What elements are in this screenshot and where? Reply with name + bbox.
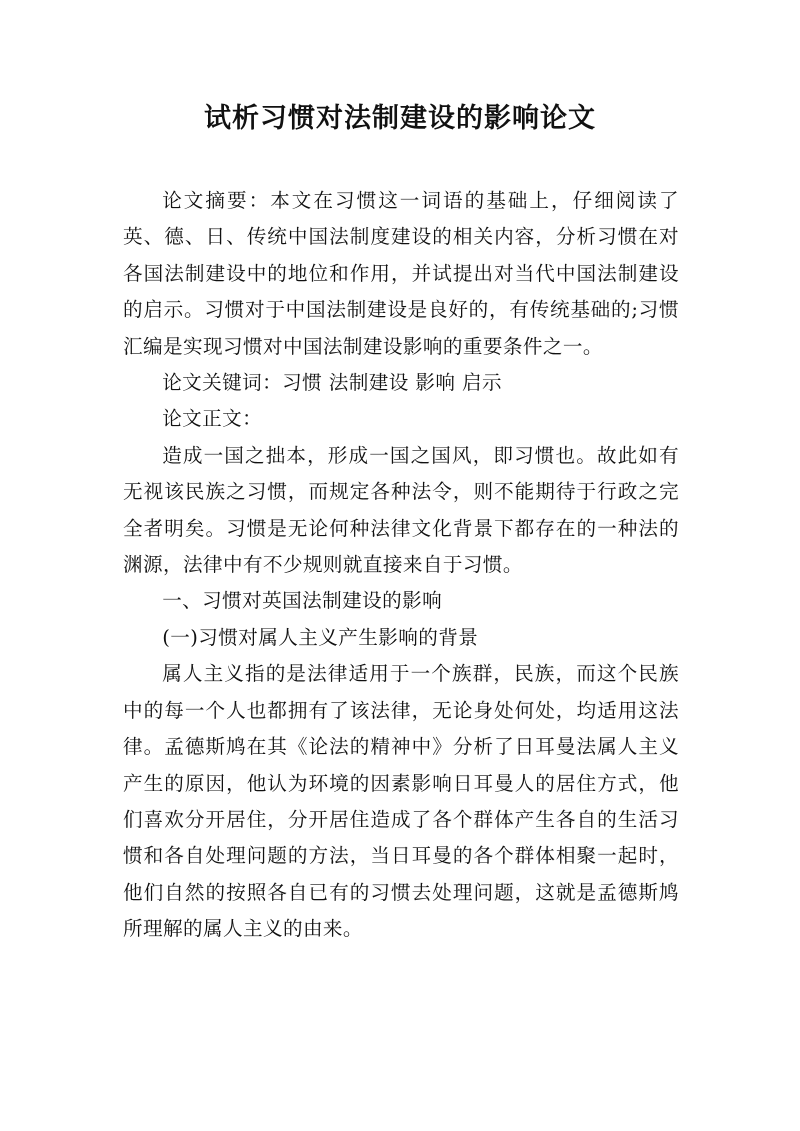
keywords-paragraph: 论文关键词：习惯 法制建设 影响 启示: [162, 371, 502, 395]
section-heading: 一、习惯对英国法制建设的影响: [162, 589, 443, 613]
document-title: 试析习惯对法制建设的影响论文: [204, 103, 596, 134]
subsection-heading: (一)习惯对属人主义产生影响的背景: [162, 625, 479, 649]
document-body: [123, 183, 679, 948]
abstract-paragraph: 论文摘要：本文在习惯这一词语的基础上，仔细阅读了英、德、日、传统中国法制度建设的相关内容，分析习惯在对各国法制建设中的地位和作用，并试提出对当代中国法制建设的启示。习惯对于中国法制建设是良好的，有传统基础的;习惯汇编是实现习惯对中国法制建设影响的重要条件之一。: [123, 189, 679, 358]
body-paragraph: 属人主义指的是法律适用于一个族群，民族，而这个民族中的每一个人也都拥有了该法律，无论身处何处，均适用这法律。孟德斯鸠在其《论法的精神中》分析了日耳曼法属人主义产生的原因，他认为环境的因素影响日耳曼人的居住方式，他们喜欢分开居住，分开居住造成了各个群体产生各自的生活习惯和各自处理问题的方法，当日耳曼的各个群体相聚一起时，他们自然的按照各自已有的习惯去处理问题，这就是孟德斯鸠所理解的属人主义的由来。: [123, 662, 679, 941]
intro-paragraph: 造成一国之拙本，形成一国之国风，即习惯也。故此如有无视该民族之习惯，而规定各种法令，则不能期待于行政之完全者明矣。习惯是无论何种法律文化背景下都存在的一种法的渊源，法律中有不少规则就直接来自于习惯。: [123, 443, 679, 577]
body-label-paragraph: 论文正文：: [162, 407, 263, 431]
